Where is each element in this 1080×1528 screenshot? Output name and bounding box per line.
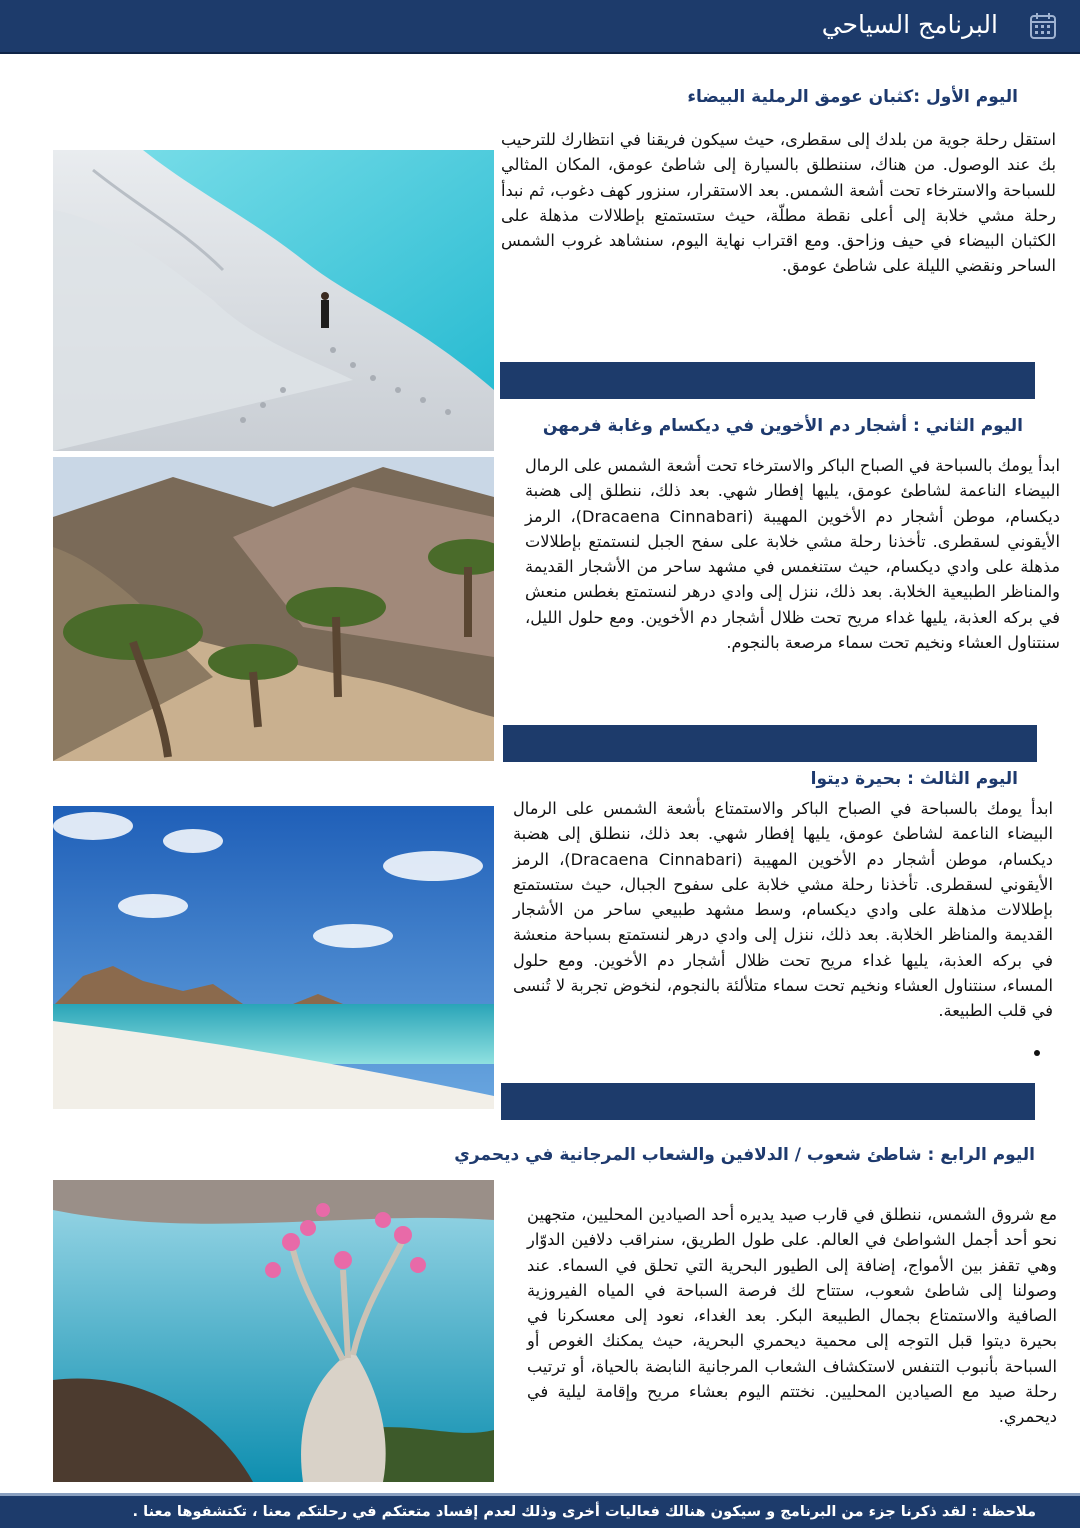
- footer-note-bar: [0, 1493, 1080, 1528]
- list-bullet: [1034, 1050, 1040, 1056]
- calendar-icon: [1028, 11, 1058, 41]
- section-divider-2: [503, 725, 1037, 762]
- page-header: [0, 0, 1080, 54]
- section-divider-3: [501, 1083, 1035, 1120]
- day-4-title: اليوم الرابع : شاطئ شعوب / الدلافين والشعاب المرجانية في ديحمري: [454, 1145, 1035, 1165]
- detwah-lagoon-photo: [53, 806, 494, 1109]
- footer-note: ملاحظة : لقد ذكرنا جزء من البرنامج و سيكون هنالك فعاليات أخرى وذلك لعدم إفساد متعتكم في رحلتكم معنا ، تكتشفوها معنا .: [132, 1503, 1036, 1520]
- white-dunes-photo: [53, 150, 494, 451]
- bottle-tree-coast-photo: [53, 1180, 494, 1482]
- day-3-text: ابدأ يومك بالسباحة في الصباح الباكر والاستمتاع بأشعة الشمس على الرمال البيضاء الناعمة لشاطئ عومق، يليها إفطار شهي. بعد ذلك، ننطلق إلى هضبة ديكسام، موطن أشجار دم الأخوين المهيبة (Dracaena Cinnabari)، الرمز الأيقوني لسقطرى. تأخذنا رحلة مشي خلابة على سفوح الجبال، حيث ستستمتع بإطلالات مذهلة على وادي ديكسام، وسط مشهد طبيعي ساحر من الأشجار القديمة والمناظر الخلابة. بعد ذلك، ننزل إلى وادي درهر لنستمتع بسباحة منعشة في بركه العذبة، يليها غداء مريح تحت ظلال أشجار دم الأخوين. ومع حلول المساء، سنتناول العشاء ونخيم تحت سماء متلألئة بالنجوم، لنخوض تجربة لا تُنسى في قلب الطبيعة.: [513, 799, 1053, 1021]
- day-2-title: اليوم الثاني : أشجار دم الأخوين في ديكسام وغابة فرمهن: [542, 416, 1023, 436]
- dragon-blood-trees-photo: [53, 457, 494, 761]
- page-title: البرنامج السياحي: [821, 10, 998, 39]
- day-4-text: مع شروق الشمس، ننطلق في قارب صيد يديره أحد الصيادين المحليين، متجهين نحو أحد أجمل الشواطئ في العالم. على طول الطريق، سنراقب دلافين الدوّار وهي تقفز بين الأمواج، إضافة إلى الطيور البحرية التي تحلق في السماء. عند وصولنا إلى شاطئ شعوب، ستتاح لك فرصة السباحة في المياه الفيروزية الصافية والاستمتاع بجمال الطبيعة البكر. بعد الغداء، نعود إلى معسكرنا في بحيرة ديتوا قبل التوجه إلى محمية ديحمري البحرية، حيث يمكنك الغوص أو السباحة بأنبوب التنفس لاستكشاف الشعاب المرجانية النابضة بالحياة، أو ترتيب رحلة صيد مع الصيادين المحليين. نختتم اليوم بعشاء مريح وإقامة ليلية في ديحمري.: [527, 1205, 1057, 1427]
- section-divider-1: [500, 362, 1035, 399]
- day-1-text: استقل رحلة جوية من بلدك إلى سقطرى، حيث سيكون فريقنا في انتظارك للترحيب بك عند الوصول. من هناك، سننطلق بالسيارة إلى شاطئ عومق، المكان المثالي للسباحة والاسترخاء تحت أشعة الشمس. بعد الاستقرار، سنزور كهف دغوب، ثم نبدأ رحلة مشي خلابة إلى أعلى نقطة مطلّة، حيث ستستمتع بإطلالات مذهلة على الكثبان البيضاء في حيف وزاحق. ومع اقتراب نهاية اليوم، سنشاهد غروب الشمس الساحر ونقضي الليلة على شاطئ عومق.: [501, 130, 1056, 276]
- day-2-text: ابدأ يومك بالسباحة في الصباح الباكر والاسترخاء تحت أشعة الشمس على الرمال البيضاء الناعمة لشاطئ عومق، يليها إفطار شهي. بعد ذلك، ننطلق إلى هضبة ديكسام، موطن أشجار دم الأخوين المهيبة (Dracaena Cinnabari)، الرمز الأيقوني لسقطرى. تأخذنا رحلة مشي خلابة على سفح الجبل لنستمتع بإطلالات مذهلة على وادي ديكسام، حيث ستنغمس في مشهد ساحر من الأشجار القديمة والمناظر الطبيعية الخلابة. بعد ذلك، ننزل إلى وادي درهر لنستمتع بغطس منعش في بركه العذبة، يليها غداء مريح تحت ظلال أشجار دم الأخوين. ومع حلول الليل، سنتناول العشاء ونخيم تحت سماء مرصعة بالنجوم.: [525, 456, 1060, 653]
- day-1-title: اليوم الأول :كثبان عومق الرملية البيضاء: [687, 87, 1018, 107]
- day-3-title: اليوم الثالث : بحيرة ديتوا: [810, 769, 1018, 789]
